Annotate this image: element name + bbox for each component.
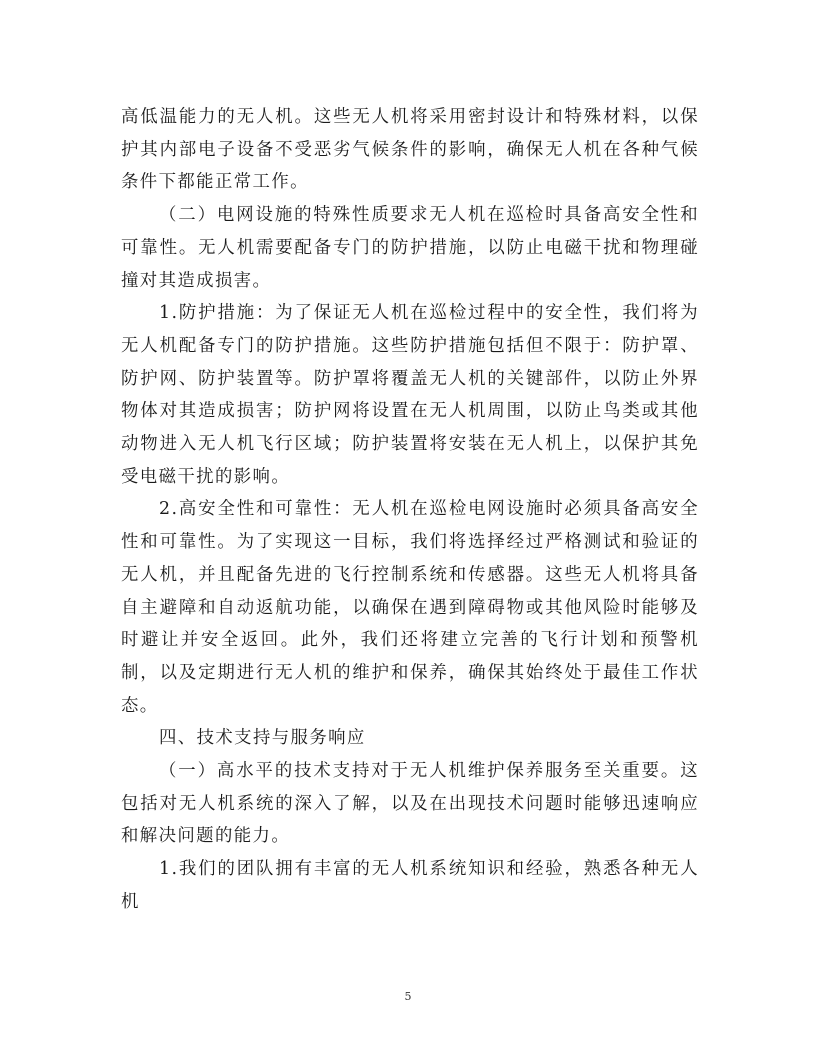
- paragraph-team-experience: 1.我们的团队拥有丰富的无人机系统知识和经验，熟悉各种无人机: [121, 859, 699, 912]
- paragraph-continuation: 高低温能力的无人机。这些无人机将采用密封设计和特殊材料，以保护其内部电子设备不受恶劣气候条件的影响，确保无人机在各种气候条件下都能正常工作。: [121, 107, 699, 193]
- section-heading-tech-support: 四、技术支持与服务响应: [159, 728, 366, 749]
- paragraph-safety-reliability: 2.高安全性和可靠性：无人机在巡检电网设施时必须具备高安全性和可靠性。为了实现这一目标，我们将选择经过严格测试和验证的无人机，并且配备先进的飞行控制系统和传感器。这些无人机将具备自主避障和自动返航功能，以确保在遇到障碍物或其他风险时能够及时避让并安全返回。此外，我们还将建立完善的飞行计划和预警机制，以及定期进行无人机的维护和保养，确保其始终处于最佳工作状态。: [121, 499, 699, 716]
- page-number: 5: [404, 990, 412, 1003]
- paragraph-protection-measures: 1.防护措施：为了保证无人机在巡检过程中的安全性，我们将为无人机配备专门的防护措施。这些防护措施包括但不限于：防护罩、防护网、防护装置等。防护罩将覆盖无人机的关键部件，以防止外界物体对其造成损害；防护网将设置在无人机周围，以防止鸟类或其他动物进入无人机飞行区域；防护装置将安装在无人机上，以保护其免受电磁干扰的影响。: [121, 303, 699, 487]
- paragraph-tech-support-1: （一）高水平的技术支持对于无人机维护保养服务至关重要。这包括对无人机系统的深入了解，以及在出现技术问题时能够迅速响应和解决问题的能力。: [121, 761, 699, 847]
- page-body: [121, 101, 699, 919]
- paragraph-section-2: （二）电网设施的特殊性质要求无人机在巡检时具备高安全性和可靠性。无人机需要配备专门的防护措施，以防止电磁干扰和物理碰撞对其造成损害。: [121, 205, 699, 291]
